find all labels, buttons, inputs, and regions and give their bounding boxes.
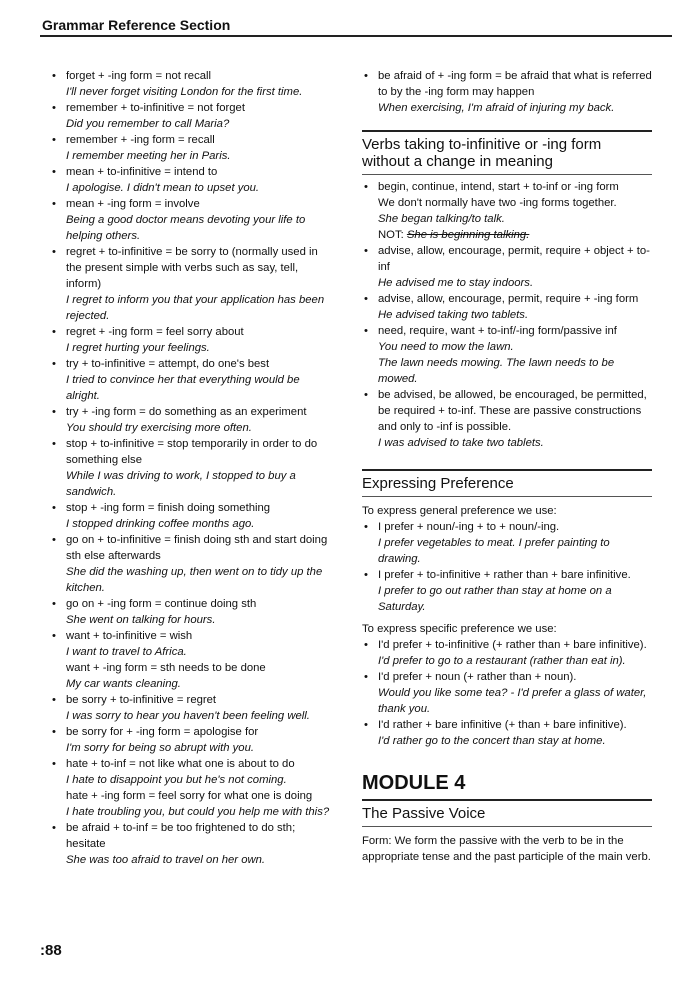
list-item — [50, 756, 331, 820]
list-item — [50, 68, 331, 100]
section-title: Verbs taking to-infinitive or -ing form without a change in meaning — [362, 136, 652, 175]
rule-line: • try + -ing form = do something as an experiment — [66, 406, 307, 418]
list-item — [362, 243, 652, 291]
section-title: The Passive Voice — [362, 805, 652, 827]
passive-form-text: Form: We form the passive with the verb to be in the appropriate tense and the past participle of the main verb. — [362, 835, 651, 863]
example-sentence: Being a good doctor means devoting your life to helping others. — [66, 214, 306, 242]
example-sentence: She did the washing up, then went on to tidy up the kitchen. — [66, 566, 323, 594]
specific-intro: To express specific preference we use: — [362, 623, 557, 635]
example-sentence: I remember meeting her in Paris. — [66, 150, 231, 162]
verbs-list — [362, 179, 652, 451]
list-item — [362, 291, 652, 323]
not-label: NOT: — [378, 229, 404, 241]
preference-section — [362, 469, 652, 749]
rule-line: • hate + to-inf = not like what one is about to do — [66, 758, 295, 770]
example-sentence: You need to mow the lawn. — [378, 341, 514, 353]
page-header-title: Grammar Reference Section — [42, 17, 231, 33]
example-sentence: I tried to convince her that everything would be alright. — [66, 374, 300, 402]
rule-line: • I'd rather + bare infinitive (+ than + bare infinitive). — [378, 719, 627, 731]
section-title: Expressing Preference — [362, 475, 652, 497]
rule-line: • I prefer + to-infinitive + rather than + bare infinitive. — [378, 569, 631, 581]
rule-line: • regret + -ing form = feel sorry about — [66, 326, 244, 338]
verbs-section — [362, 130, 652, 451]
list-item — [362, 669, 652, 717]
example-sentence: I'll never forget visiting London for the first time. — [66, 86, 303, 98]
rule-line: • advise, allow, encourage, permit, require + object + to-inf — [378, 245, 650, 273]
list-item — [50, 196, 331, 244]
example-sentence: I hate troubling you, but could you help me with this? — [66, 806, 330, 818]
example-sentence: I want to travel to Africa. — [66, 646, 187, 658]
example-sentence: She went on talking for hours. — [66, 614, 216, 626]
example-sentence: I prefer to go out rather than stay at home on a Saturday. — [378, 585, 612, 613]
example-sentence: I'm sorry for being so abrupt with you. — [66, 742, 255, 754]
not-line — [378, 227, 652, 243]
list-item — [50, 132, 331, 164]
rule-line: • advise, allow, encourage, permit, require + -ing form — [378, 293, 639, 305]
rule-line: • go on + -ing form = continue doing sth — [66, 598, 257, 610]
list-item — [50, 356, 331, 404]
rule-line: • I'd prefer + to-infinitive (+ rather than + bare infinitive). — [378, 639, 647, 651]
rule-line: We don't normally have two -ing forms together. — [378, 197, 617, 209]
example-sentence: He advised taking two tablets. — [378, 309, 529, 321]
list-item — [50, 404, 331, 436]
rule-line: • remember + to-infinitive = not forget — [66, 102, 245, 114]
page-number: :88 — [40, 942, 62, 959]
list-item — [50, 532, 331, 596]
list-item — [362, 637, 652, 669]
example-sentence: I was advised to take two tablets. — [378, 437, 544, 449]
header-rule — [40, 35, 672, 37]
example-sentence: I was sorry to hear you haven't been feeling well. — [66, 710, 310, 722]
example-sentence: You should try exercising more often. — [66, 422, 252, 434]
list-item — [362, 519, 652, 567]
list-item — [50, 820, 331, 868]
list-item — [50, 692, 331, 724]
rule-line: • regret + to-infinitive = be sorry to (normally used in the present simple with verbs such as say, tell, inform) — [66, 246, 318, 290]
struck-example: She is beginning talking. — [406, 229, 530, 241]
module-heading: MODULE 4 — [362, 772, 466, 794]
rule-line: • I'd prefer + noun (+ rather than + noun). — [378, 671, 577, 683]
rule-line: • be sorry + to-infinitive = regret — [66, 694, 217, 706]
list-item — [362, 323, 652, 387]
rule-line: • go on + to-infinitive = finish doing sth and start doing sth else afterwards — [66, 534, 328, 562]
list-item — [50, 724, 331, 756]
list-item — [50, 244, 331, 324]
example-sentence: I'd prefer to go to a restaurant (rather than eat in). — [378, 655, 626, 667]
example-sentence: Would you like some tea? - I'd prefer a glass of water, thank you. — [378, 687, 647, 715]
list-item — [50, 436, 331, 500]
example-sentence: While I was driving to work, I stopped to buy a sandwich. — [66, 470, 296, 498]
rule-line: • be advised, be allowed, be encouraged, be permitted, be required + to-inf. These are passive constructions and only to -inf is possible. — [378, 389, 647, 433]
example-sentence: She began talking/to talk. — [378, 213, 505, 225]
rule-line: • need, require, want + to-inf/-ing form/passive inf — [378, 325, 617, 337]
rule-line: • want + to-infinitive = wish — [66, 630, 193, 642]
list-item — [50, 500, 331, 532]
example-sentence: I hate to disappoint you but he's not coming. — [66, 774, 287, 786]
rule-line: • stop + -ing form = finish doing something — [66, 502, 271, 514]
left-column — [50, 68, 331, 868]
example-sentence: She was too afraid to travel on her own. — [66, 854, 266, 866]
rule-line: • mean + to-infinitive = intend to — [66, 166, 218, 178]
left-item-list — [50, 68, 331, 868]
passive-section — [362, 799, 652, 865]
rule-line: • stop + to-infinitive = stop temporarily in order to do something else — [66, 438, 318, 466]
example-sentence: I regret to inform you that your application has been rejected. — [66, 294, 325, 322]
rule-line: • try + to-infinitive = attempt, do one's best — [66, 358, 270, 370]
rule-line: • remember + -ing form = recall — [66, 134, 215, 146]
rule-line: • forget + -ing form = not recall — [66, 70, 212, 82]
list-item — [362, 68, 652, 116]
list-item — [50, 164, 331, 196]
list-item — [362, 179, 652, 243]
example-sentence: Did you remember to call Maria? — [66, 118, 230, 130]
example-sentence: I stopped drinking coffee months ago. — [66, 518, 255, 530]
rule-line: • be afraid of + -ing form = be afraid that what is referred to by the -ing form may happen — [378, 70, 652, 98]
right-column — [362, 68, 652, 865]
example-sentence: I apologise. I didn't mean to upset you. — [66, 182, 260, 194]
list-item — [362, 387, 652, 451]
example-sentence: My car wants cleaning. — [66, 678, 181, 690]
example-sentence: I'd rather go to the concert than stay at home. — [378, 735, 606, 747]
rule-line: hate + -ing form = feel sorry for what one is doing — [66, 790, 313, 802]
list-item — [362, 717, 652, 749]
rule-line: • mean + -ing form = involve — [66, 198, 200, 210]
rule-line: • begin, continue, intend, start + to-inf or -ing form — [378, 181, 619, 193]
general-list — [362, 519, 652, 615]
list-item — [50, 628, 331, 692]
example-sentence: The lawn needs mowing. The lawn needs to be mowed. — [378, 357, 615, 385]
rule-line: • be afraid + to-inf = be too frightened to do sth; hesitate — [66, 822, 296, 850]
rule-line: • be sorry for + -ing form = apologise for — [66, 726, 259, 738]
example-sentence: When exercising, I'm afraid of injuring my back. — [378, 102, 615, 114]
specific-list — [362, 637, 652, 749]
list-item — [50, 596, 331, 628]
example-sentence: I regret hurting your feelings. — [66, 342, 210, 354]
rule-line: want + -ing form = sth needs to be done — [66, 662, 266, 674]
example-sentence: I prefer vegetables to meat. I prefer painting to drawing. — [378, 537, 610, 565]
right-top-list — [362, 68, 652, 116]
general-intro: To express general preference we use: — [362, 505, 557, 517]
list-item — [50, 100, 331, 132]
list-item — [362, 567, 652, 615]
rule-line: • I prefer + noun/-ing + to + noun/-ing. — [378, 521, 560, 533]
example-sentence: He advised me to stay indoors. — [378, 277, 534, 289]
list-item — [50, 324, 331, 356]
